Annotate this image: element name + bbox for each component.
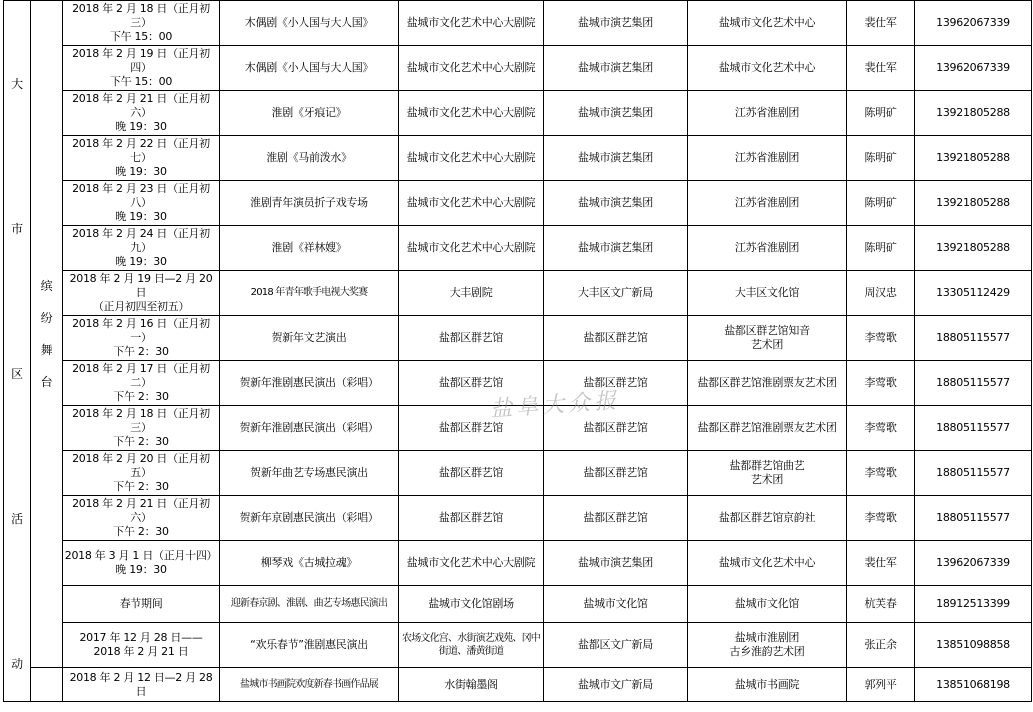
contact-person-cell: 裴仕军 (847, 1, 915, 46)
venue-cell: 农场文化宫、水街演艺戏苑、冈中街道、潘黄街道 (399, 623, 544, 668)
performer-cell: 盐城市文化艺术中心 (688, 46, 847, 91)
contact-person-cell: 李莺歌 (847, 406, 915, 451)
table-row (4, 316, 1032, 361)
section-label-char: 动 (11, 657, 23, 671)
event-date-cell: 2018 年 2 月 18 日（正月初三） 下午 2：30 (63, 406, 220, 451)
category-label-char: 舞 (40, 343, 53, 357)
venue-cell: 大丰剧院 (399, 271, 544, 316)
performer-cell: 盐城市文化馆 (688, 586, 847, 623)
event-date-cell: 2018 年 2 月 19 日—2 月 20 日 （正月初四至初五） (63, 271, 220, 316)
contact-person-cell: 裴仕军 (847, 46, 915, 91)
performer-cell: 盐都区群艺馆京韵社 (688, 496, 847, 541)
venue-cell: 盐城市文化艺术中心大剧院 (399, 91, 544, 136)
table-row (4, 136, 1032, 181)
performer-cell: 江苏省淮剧团 (688, 136, 847, 181)
program-name-cell: 木偶剧《小人国与大人国》 (220, 46, 399, 91)
program-name-cell: 淮剧青年演员折子戏专场 (220, 181, 399, 226)
event-date-cell: 2018 年 3 月 1 日（正月十四） 晚 19：30 (63, 541, 220, 586)
contact-person-cell: 周汉忠 (847, 271, 915, 316)
program-name-cell: 淮剧《牙痕记》 (220, 91, 399, 136)
category-label-cell-empty (31, 668, 63, 702)
program-name-cell: 木偶剧《小人国与大人国》 (220, 1, 399, 46)
performer-cell: 盐都区群艺馆淮剧票友艺术团 (688, 361, 847, 406)
section-label-char: 区 (11, 367, 23, 381)
event-date-cell: 春节期间 (63, 586, 220, 623)
program-name-cell: 贺新年淮剧惠民演出（彩唱） (220, 361, 399, 406)
contact-person-cell: 杭芙春 (847, 586, 915, 623)
category-label-char: 纷 (40, 311, 53, 325)
venue-cell: 盐都区群艺馆 (399, 496, 544, 541)
table-row (4, 496, 1032, 541)
contact-person-cell: 陈明矿 (847, 91, 915, 136)
table-row (4, 361, 1032, 406)
contact-person-cell: 裴仕军 (847, 541, 915, 586)
program-name-cell: 柳琴戏《古城拉魂》 (220, 541, 399, 586)
venue-cell: 盐都区群艺馆 (399, 361, 544, 406)
venue-cell: 盐城市文化艺术中心大剧院 (399, 1, 544, 46)
organizer-cell: 盐都区群艺馆 (544, 406, 688, 451)
section-label-char: 大 (11, 77, 23, 91)
program-name-cell: 淮剧《马前泼水》 (220, 136, 399, 181)
event-date-cell: 2017 年 12 月 28 日—— 2018 年 2 月 21 日 (63, 623, 220, 668)
performer-cell: 江苏省淮剧团 (688, 91, 847, 136)
section-label-cell (4, 1, 31, 702)
performer-cell: 盐城市淮剧团 古乡淮韵艺术团 (688, 623, 847, 668)
section-label-char: 活 (11, 512, 23, 526)
phone-cell: 18805115577 (915, 406, 1032, 451)
organizer-cell: 盐都区群艺馆 (544, 496, 688, 541)
venue-cell: 盐城市文化艺术中心大剧院 (399, 46, 544, 91)
performer-cell: 盐都区群艺馆知音 艺术团 (688, 316, 847, 361)
contact-person-cell: 李莺歌 (847, 316, 915, 361)
phone-cell: 13921805288 (915, 136, 1032, 181)
organizer-cell: 盐城市演艺集团 (544, 226, 688, 271)
organizer-cell: 盐城市文化馆 (544, 586, 688, 623)
table-row (4, 1, 1032, 46)
event-date-cell: 2018 年 2 月 20 日（正月初五） 下午 2：30 (63, 451, 220, 496)
contact-person-cell: 李莺歌 (847, 451, 915, 496)
contact-person-cell: 李莺歌 (847, 496, 915, 541)
organizer-cell: 大丰区文广新局 (544, 271, 688, 316)
venue-cell: 盐城市文化馆剧场 (399, 586, 544, 623)
program-name-cell: 盐城市书画院欢度新春书画作品展 (220, 668, 399, 702)
organizer-cell: 盐城市演艺集团 (544, 1, 688, 46)
organizer-cell: 盐都区群艺馆 (544, 361, 688, 406)
phone-cell: 13851098858 (915, 623, 1032, 668)
performer-cell: 盐城市文化艺术中心 (688, 1, 847, 46)
organizer-cell: 盐城市文广新局 (544, 668, 688, 702)
event-date-cell: 2018 年 2 月 23 日（正月初八） 晚 19：30 (63, 181, 220, 226)
contact-person-cell: 李莺歌 (847, 361, 915, 406)
performer-cell: 江苏省淮剧团 (688, 226, 847, 271)
organizer-cell: 盐城市演艺集团 (544, 91, 688, 136)
venue-cell: 盐城市文化艺术中心大剧院 (399, 226, 544, 271)
table-row (4, 406, 1032, 451)
table-row (4, 46, 1032, 91)
phone-cell: 13851068198 (915, 668, 1032, 702)
event-date-cell: 2018 年 2 月 21 日（正月初六） 晚 19：30 (63, 91, 220, 136)
venue-cell: 盐城市文化艺术中心大剧院 (399, 541, 544, 586)
performer-cell: 盐都群艺馆曲艺 艺术团 (688, 451, 847, 496)
program-name-cell: 贺新年淮剧惠民演出（彩唱） (220, 406, 399, 451)
program-name-cell: 淮剧《祥林嫂》 (220, 226, 399, 271)
program-name-cell: 2018 年青年歌手电视大奖赛 (220, 271, 399, 316)
phone-cell: 18805115577 (915, 451, 1032, 496)
section-label-char: 市 (11, 222, 23, 236)
venue-cell: 盐城市文化艺术中心大剧院 (399, 136, 544, 181)
venue-cell: 盐都区群艺馆 (399, 316, 544, 361)
organizer-cell: 盐城市演艺集团 (544, 46, 688, 91)
program-name-cell: 贺新年曲艺专场惠民演出 (220, 451, 399, 496)
organizer-cell: 盐都区群艺馆 (544, 316, 688, 361)
table-row (4, 586, 1032, 623)
event-date-cell: 2018 年 2 月 24 日（正月初九） 晚 19：30 (63, 226, 220, 271)
organizer-cell: 盐城市演艺集团 (544, 136, 688, 181)
contact-person-cell: 陈明矿 (847, 136, 915, 181)
category-label-char: 缤 (40, 279, 53, 293)
event-date-cell: 2018 年 2 月 16 日（正月初一） 下午 2：30 (63, 316, 220, 361)
contact-person-cell: 陈明矿 (847, 226, 915, 271)
table-row (4, 181, 1032, 226)
program-name-cell: 贺新年京剧惠民演出（彩唱） (220, 496, 399, 541)
newspaper-watermark: 盐阜大众报 (489, 388, 621, 423)
phone-cell: 13305112429 (915, 271, 1032, 316)
phone-cell: 13921805288 (915, 91, 1032, 136)
event-date-cell: 2018 年 2 月 19 日（正月初四） 下午 15：00 (63, 46, 220, 91)
phone-cell: 13962067339 (915, 541, 1032, 586)
table-row (4, 623, 1032, 668)
phone-cell: 13962067339 (915, 1, 1032, 46)
venue-cell: 盐城市文化艺术中心大剧院 (399, 181, 544, 226)
venue-cell: 盐都区群艺馆 (399, 451, 544, 496)
event-date-cell: 2018 年 2 月 12 日—2 月 28 日 (63, 668, 220, 702)
table-row (4, 451, 1032, 496)
performer-cell: 江苏省淮剧团 (688, 181, 847, 226)
event-date-cell: 2018 年 2 月 17 日（正月初二） 下午 2：30 (63, 361, 220, 406)
event-date-cell: 2018 年 2 月 21 日（正月初六） 下午 2：30 (63, 496, 220, 541)
organizer-cell: 盐城市演艺集团 (544, 541, 688, 586)
table-row (4, 541, 1032, 586)
category-label-cell (31, 1, 63, 668)
organizer-cell: 盐都区文广新局 (544, 623, 688, 668)
category-label-char: 台 (40, 375, 53, 389)
contact-person-cell: 张正余 (847, 623, 915, 668)
table-row (4, 91, 1032, 136)
phone-cell: 18805115577 (915, 361, 1032, 406)
organizer-cell: 盐城市演艺集团 (544, 181, 688, 226)
program-name-cell: 迎新春京剧、淮剧、曲艺专场惠民演出 (220, 586, 399, 623)
phone-cell: 13921805288 (915, 181, 1032, 226)
performer-cell: 盐城市文化艺术中心 (688, 541, 847, 586)
table-row (4, 271, 1032, 316)
phone-cell: 18805115577 (915, 316, 1032, 361)
performer-cell: 盐城市书画院 (688, 668, 847, 702)
venue-cell: 盐都区群艺馆 (399, 406, 544, 451)
phone-cell: 13921805288 (915, 226, 1032, 271)
program-name-cell: “欢乐春节”淮剧惠民演出 (220, 623, 399, 668)
performer-cell: 大丰区文化馆 (688, 271, 847, 316)
phone-cell: 13962067339 (915, 46, 1032, 91)
event-date-cell: 2018 年 2 月 22 日（正月初七） 晚 19：30 (63, 136, 220, 181)
phone-cell: 18912513399 (915, 586, 1032, 623)
performer-cell: 盐都区群艺馆淮剧票友艺术团 (688, 406, 847, 451)
contact-person-cell: 郭列平 (847, 668, 915, 702)
program-name-cell: 贺新年文艺演出 (220, 316, 399, 361)
event-schedule-table (3, 0, 1032, 702)
contact-person-cell: 陈明矿 (847, 181, 915, 226)
table-row (4, 226, 1032, 271)
phone-cell: 18805115577 (915, 496, 1032, 541)
table-row (4, 668, 1032, 702)
organizer-cell: 盐都区群艺馆 (544, 451, 688, 496)
event-date-cell: 2018 年 2 月 18 日（正月初三） 下午 15：00 (63, 1, 220, 46)
venue-cell: 水街翰墨阁 (399, 668, 544, 702)
